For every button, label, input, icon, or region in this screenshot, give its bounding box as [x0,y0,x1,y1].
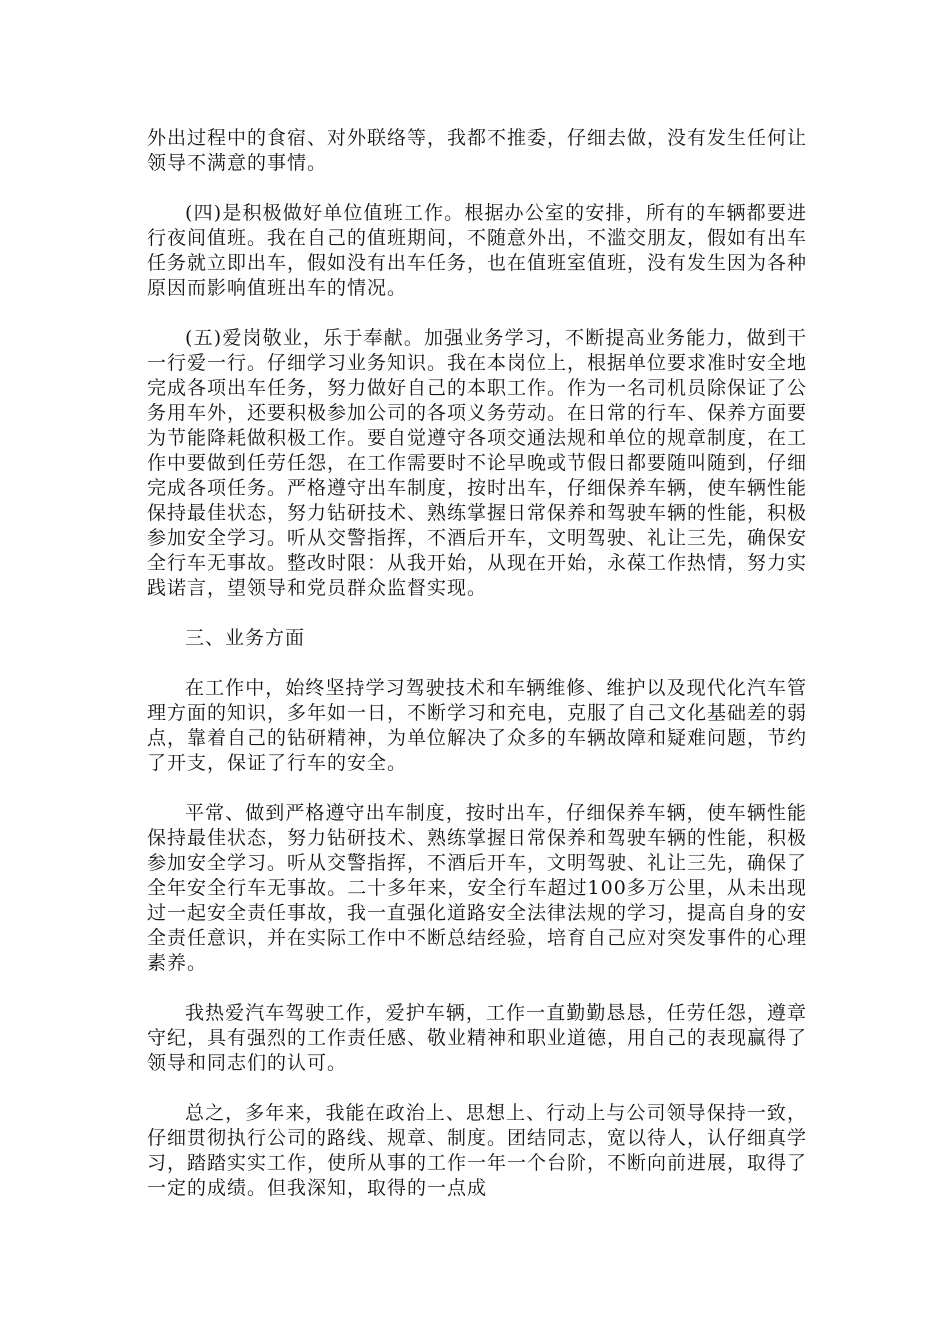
paragraph-continued: 外出过程中的食宿、对外联络等，我都不推委，仔细去做，没有发生任何让领导不满意的事情。 [147,127,808,174]
section-heading-business: 三、业务方面 [185,627,306,649]
paragraph-learning: 在工作中，始终坚持学习驾驶技术和车辆维修、维护以及现代化汽车管理方面的知识，多年如一日，不断学习和充电，克服了自己文化基础差的弱点，靠着自己的钻研精神，为单位解决了众多的车辆故障和疑难问题，节约了开支，保证了行车的安全。 [147,677,808,774]
document-body [147,126,807,1226]
paragraph-summary: 总之，多年来，我能在政治上、思想上、行动上与公司领导保持一致，仔细贯彻执行公司的路线、规章、制度。团结同志，宽以待人，认仔细真学习，踏踏实实工作，使所从事的工作一年一个台阶，不断向前进展，取得了一定的成绩。但我深知，取得的一点成 [147,1102,808,1199]
paragraph-duty-shift: (四)是积极做好单位值班工作。根据办公室的安排，所有的车辆都要进行夜间值班。我在自己的值班期间，不随意外出，不滥交朋友，假如有出车任务就立即出车，假如没有出车任务，也在值班室值班，没有发生因为各种原因而影响值班出车的情况。 [147,202,808,299]
paragraph-dedication: (五)爱岗敬业，乐于奉献。加强业务学习，不断提高业务能力，做到干一行爱一行。仔细学习业务知识。我在本岗位上，根据单位要求准时安全地完成各项出车任务，努力做好自己的本职工作。作为一名司机员除保证了公务用车外，还要积极参加公司的各项义务劳动。在日常的行车、保养方面要为节能降耗做积极工作。要自觉遵守各项交通法规和单位的规章制度，在工作中要做到任劳任怨，在工作需要时不论早晚或节假日都要随叫随到，仔细完成各项任务。严格遵守出车制度，按时出车，仔细保养车辆，使车辆性能保持最佳状态，努力钻研技术、熟练掌握日常保养和驾驶车辆的性能，积极参加安全学习。听从交警指挥，不酒后开车，文明驾驶、礼让三先，确保安全行车无事故。整改时限：从我开始，从现在开始，永葆工作热情，努力实践诺言，望领导和党员群众监督实现。 [147,327,808,599]
paragraph-love-driving: 我热爱汽车驾驶工作，爱护车辆，工作一直勤勤恳恳，任劳任怨，遵章守纪，具有强烈的工作责任感、敬业精神和职业道德，用自己的表现赢得了领导和同志们的认可。 [147,1002,808,1074]
paragraph-safety: 平常、做到严格遵守出车制度，按时出车，仔细保养车辆，使车辆性能保持最佳状态，努力钻研技术、熟练掌握日常保养和驾驶车辆的性能，积极参加安全学习。听从交警指挥，不酒后开车，文明驾驶、礼让三先，确保了全年安全行车无事故。二十多年来，安全行车超过100多万公里，从未出现过一起安全责任事故，我一直强化道路安全法律法规的学习，提高自身的安全责任意识，并在实际工作中不断总结经验，培育自己应对突发事件的心理素养。 [147,802,808,974]
